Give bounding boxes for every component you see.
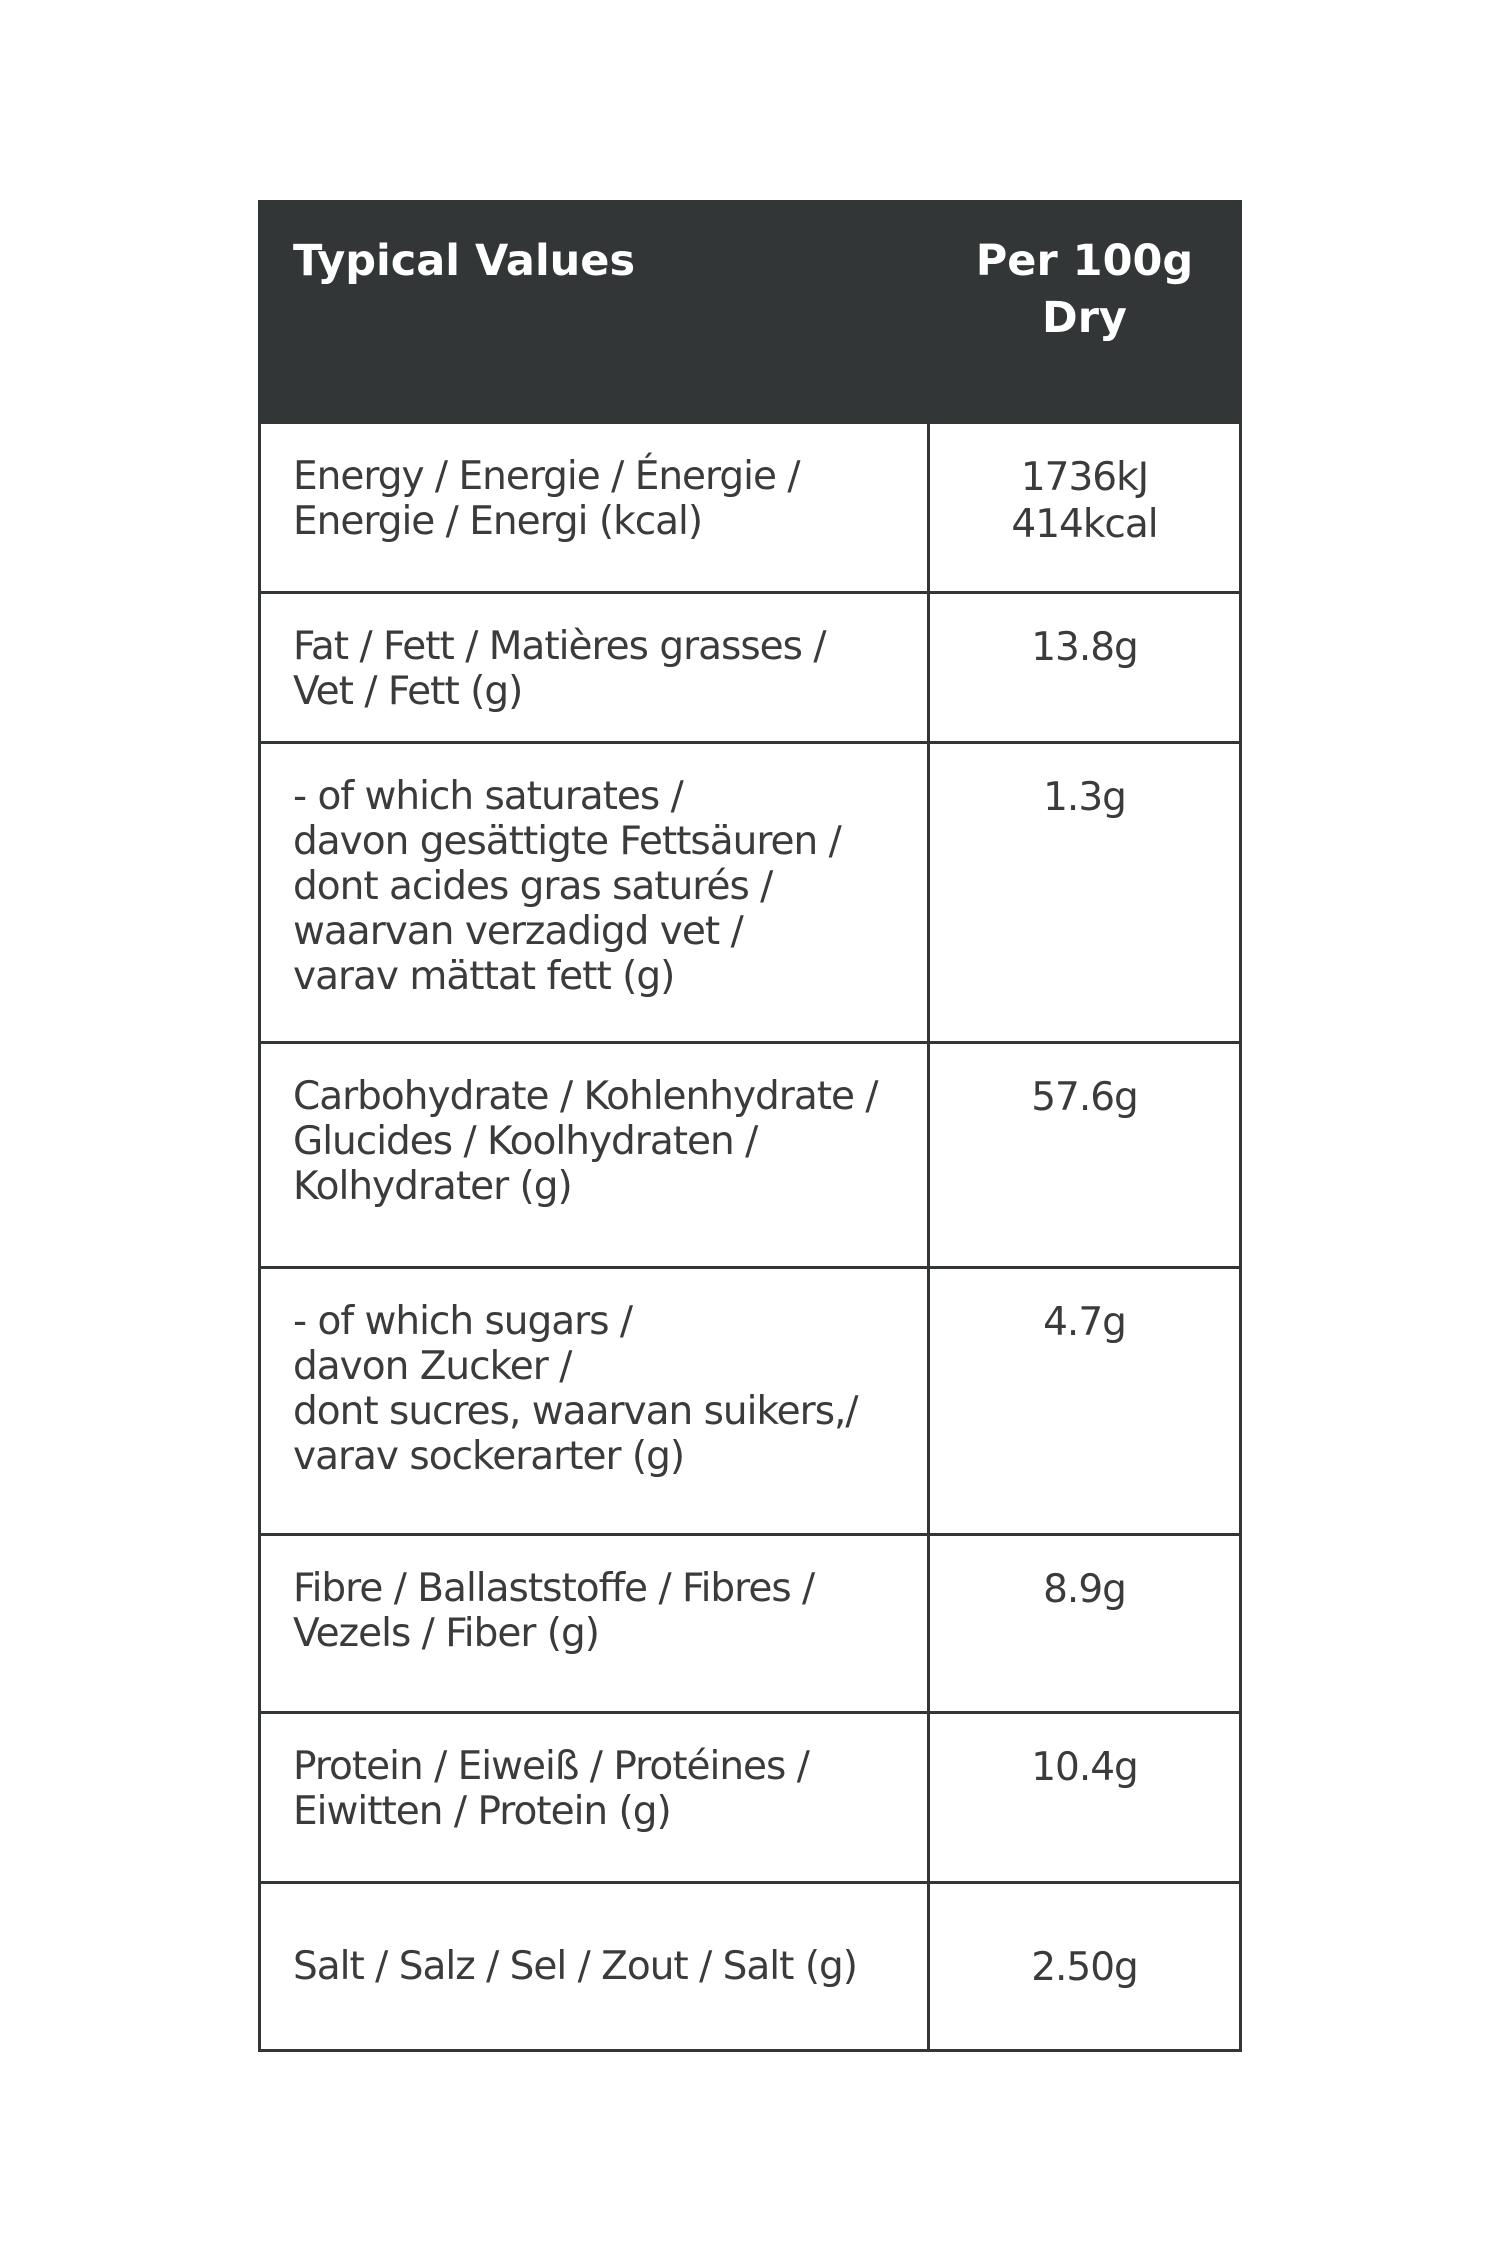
nutrient-name: Fibre / Ballaststoffe / Fibres / Vezels / Fiber (g) bbox=[261, 1536, 930, 1711]
table-row-salt bbox=[261, 1881, 1239, 2049]
nutrient-value: 57.6g bbox=[1031, 1075, 1138, 1120]
nutrient-name: - of which sugars / davon Zucker / dont sucres, waarvan suikers,/ varav sockerarter (g) bbox=[261, 1269, 930, 1533]
nutrient-name: Energy / Energie / Énergie / Energie / Energi (kcal) bbox=[261, 424, 930, 591]
table-row-fat bbox=[261, 591, 1239, 741]
nutrient-name: Protein / Eiweiß / Protéines / Eiwitten / Protein (g) bbox=[261, 1714, 930, 1881]
table-row-saturates bbox=[261, 741, 1239, 1041]
table-header bbox=[261, 203, 1239, 421]
nutrition-table bbox=[258, 200, 1242, 2052]
header-per-100g-dry: Per 100g Dry bbox=[975, 236, 1194, 343]
nutrient-name: Fat / Fett / Matières grasses / Vet / Fett (g) bbox=[261, 594, 930, 741]
table-row-protein bbox=[261, 1711, 1239, 1881]
table-row-energy bbox=[261, 421, 1239, 591]
table-row-fibre bbox=[261, 1533, 1239, 1711]
nutrient-value: 1736kJ 414kcal bbox=[1011, 455, 1158, 547]
nutrient-name: Salt / Salz / Sel / Zout / Salt (g) bbox=[261, 1884, 930, 2049]
table-row-sugars bbox=[261, 1266, 1239, 1533]
nutrient-value: 2.50g bbox=[1031, 1945, 1138, 1990]
nutrient-name: - of which saturates / davon gesättigte Fettsäuren / dont acides gras saturés / waarvan verzadigd vet / varav mättat fett (g) bbox=[261, 744, 930, 1041]
nutrient-value: 8.9g bbox=[1043, 1567, 1126, 1612]
nutrient-value: 13.8g bbox=[1031, 625, 1138, 670]
nutrient-value: 10.4g bbox=[1031, 1745, 1138, 1790]
header-typical-values: Typical Values bbox=[293, 236, 636, 286]
nutrient-value: 1.3g bbox=[1043, 775, 1126, 820]
table-row-carbohydrate bbox=[261, 1041, 1239, 1266]
nutrient-value: 4.7g bbox=[1043, 1300, 1126, 1345]
nutrient-name: Carbohydrate / Kohlenhydrate / Glucides / Koolhydraten / Kolhydrater (g) bbox=[261, 1044, 930, 1266]
